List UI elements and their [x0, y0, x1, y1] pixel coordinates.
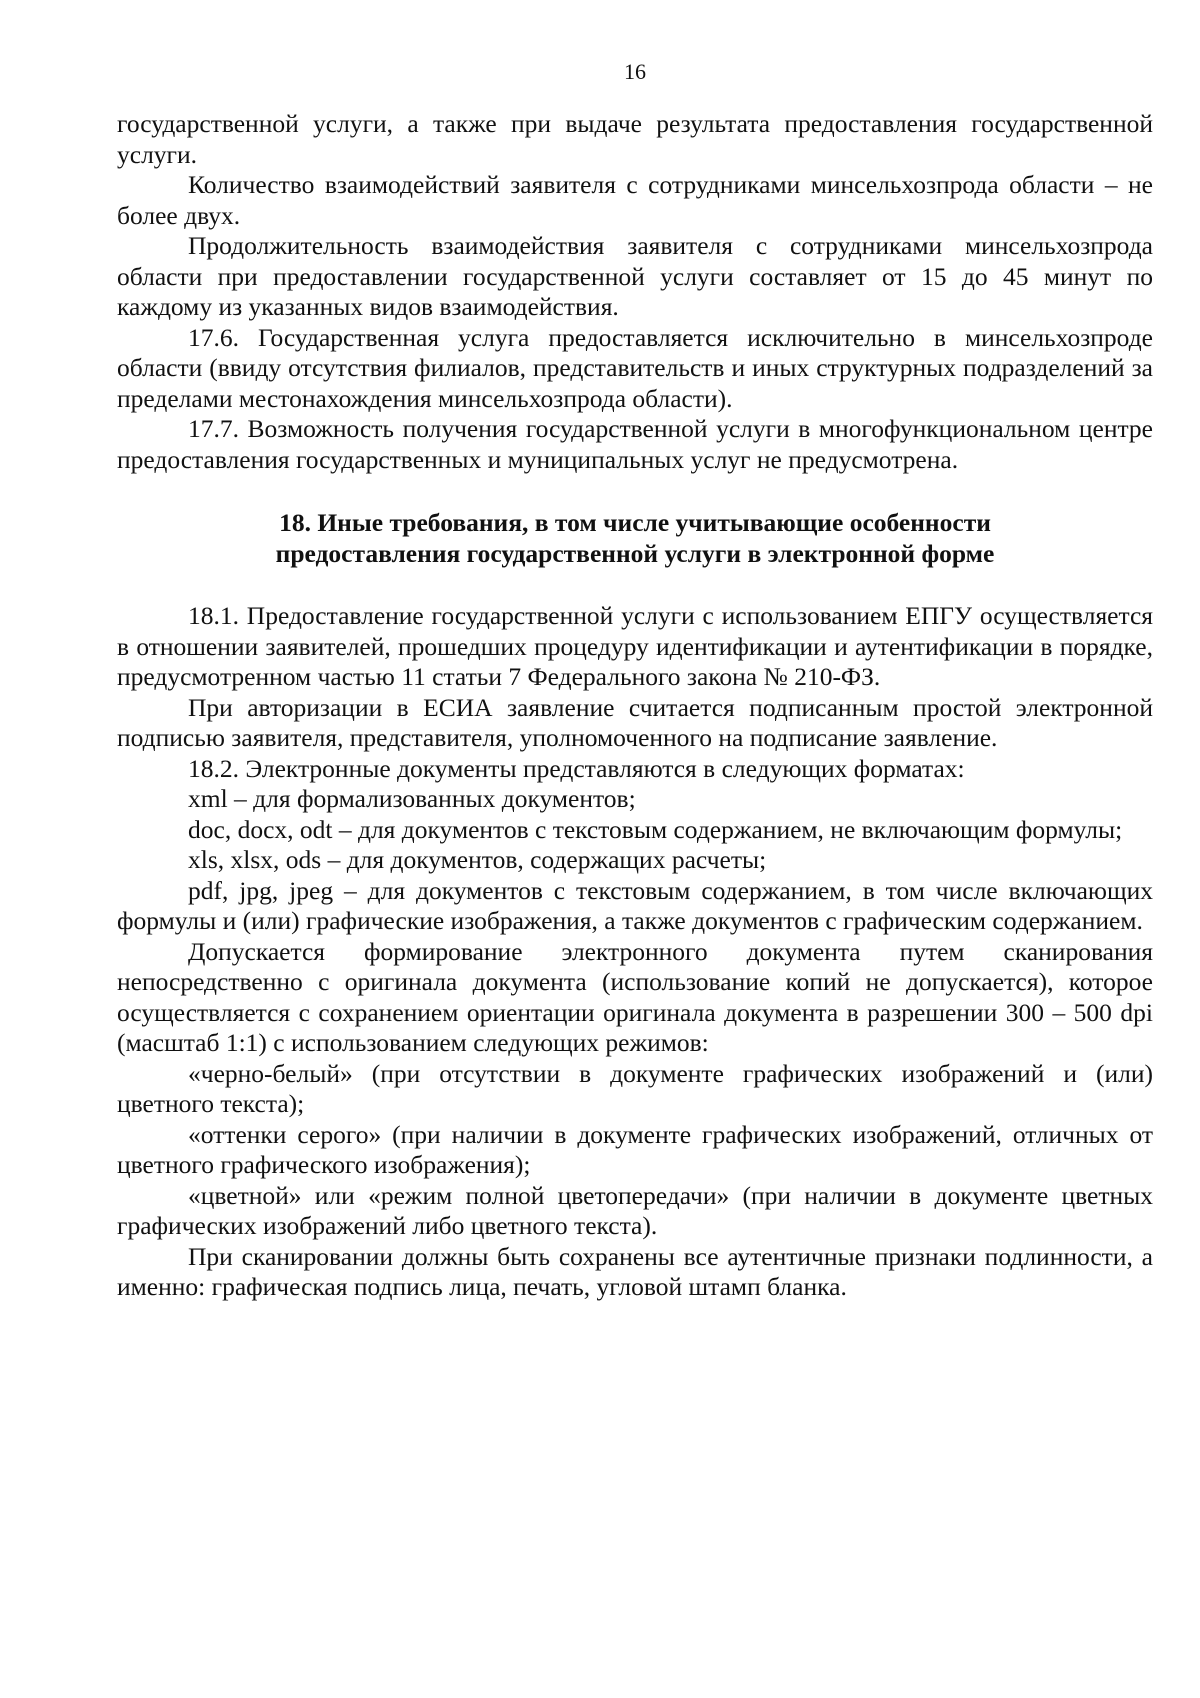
paragraph: 18.1. Предоставление государственной услуги с использованием ЕПГУ осуществляется в отношении заявителей, прошедших процедуру идентификации и аутентификации в порядке, предусмотренном частью 11 статьи 7 Федерального закона № 210-ФЗ.	[117, 601, 1153, 691]
paragraph: «оттенки серого» (при наличии в документе графических изображений, отличных от цветного графического изображения);	[117, 1119, 1153, 1179]
paragraph: xls, xlsx, ods – для документов, содержащих расчеты;	[188, 845, 767, 874]
section-heading-line: 18. Иные требования, в том числе учитывающие особенности	[279, 508, 991, 537]
paragraph: 17.6. Государственная услуга предоставляется исключительно в минсельхозпроде области (ввиду отсутствия филиалов, представительств и иных структурных подразделений за пределами местонахождения минсельхозпрода области).	[117, 322, 1153, 413]
paragraph: pdf, jpg, jpeg – для документов с текстовым содержанием, в том числе включающих формулы и (или) графические изображения, а также документов с графическим содержанием.	[117, 875, 1153, 935]
paragraph: 18.2. Электронные документы представляются в следующих форматах:	[188, 753, 965, 783]
paragraph: При сканировании должны быть сохранены все аутентичные признаки подлинности, а именно: графическая подпись лица, печать, угловой штамп бланка.	[117, 1241, 1153, 1301]
document-page	[117, 56, 1153, 1303]
page-number: 16	[624, 59, 646, 84]
paragraph: doc, docx, odt – для документов с текстовым содержанием, не включающим формулы;	[188, 814, 1123, 844]
paragraph: «цветной» или «режим полной цветопередачи» (при наличии в документе цветных графических изображений либо цветного текста).	[117, 1180, 1153, 1240]
paragraph: При авторизации в ЕСИА заявление считается подписанным простой электронной подписью заявителя, представителя, уполномоченного на подписание заявление.	[117, 692, 1153, 752]
paragraph: государственной услуги, а также при выдаче результата предоставления государственной услуги.	[117, 109, 1153, 169]
paragraph: «черно-белый» (при отсутствии в документе графических изображений и (или) цветного текста);	[117, 1058, 1153, 1118]
paragraph: Продолжительность взаимодействия заявителя с сотрудниками минсельхозпрода области при предоставлении государственной услуги составляет от 15 до 45 минут по каждому из указанных видов взаимодействия.	[117, 231, 1153, 321]
paragraph: Количество взаимодействий заявителя с сотрудниками минсельхозпрода области – не более двух.	[117, 170, 1153, 230]
paragraph: Допускается формирование электронного документа путем сканирования непосредственно с оригинала документа (использование копий не допускается), которое осуществляется с сохранением ориентации оригинала документа в разрешении 300 – 500 dpi (масштаб 1:1) с использованием следующих режимов:	[117, 936, 1153, 1057]
paragraph: xml – для формализованных документов;	[188, 784, 636, 813]
section-heading-line: предоставления государственной услуги в электронной форме	[275, 539, 995, 568]
section-heading	[117, 507, 1153, 569]
paragraph: 17.7. Возможность получения государственной услуги в многофункциональном центре предоставления государственных и муниципальных услуг не предусмотрена.	[117, 414, 1153, 474]
